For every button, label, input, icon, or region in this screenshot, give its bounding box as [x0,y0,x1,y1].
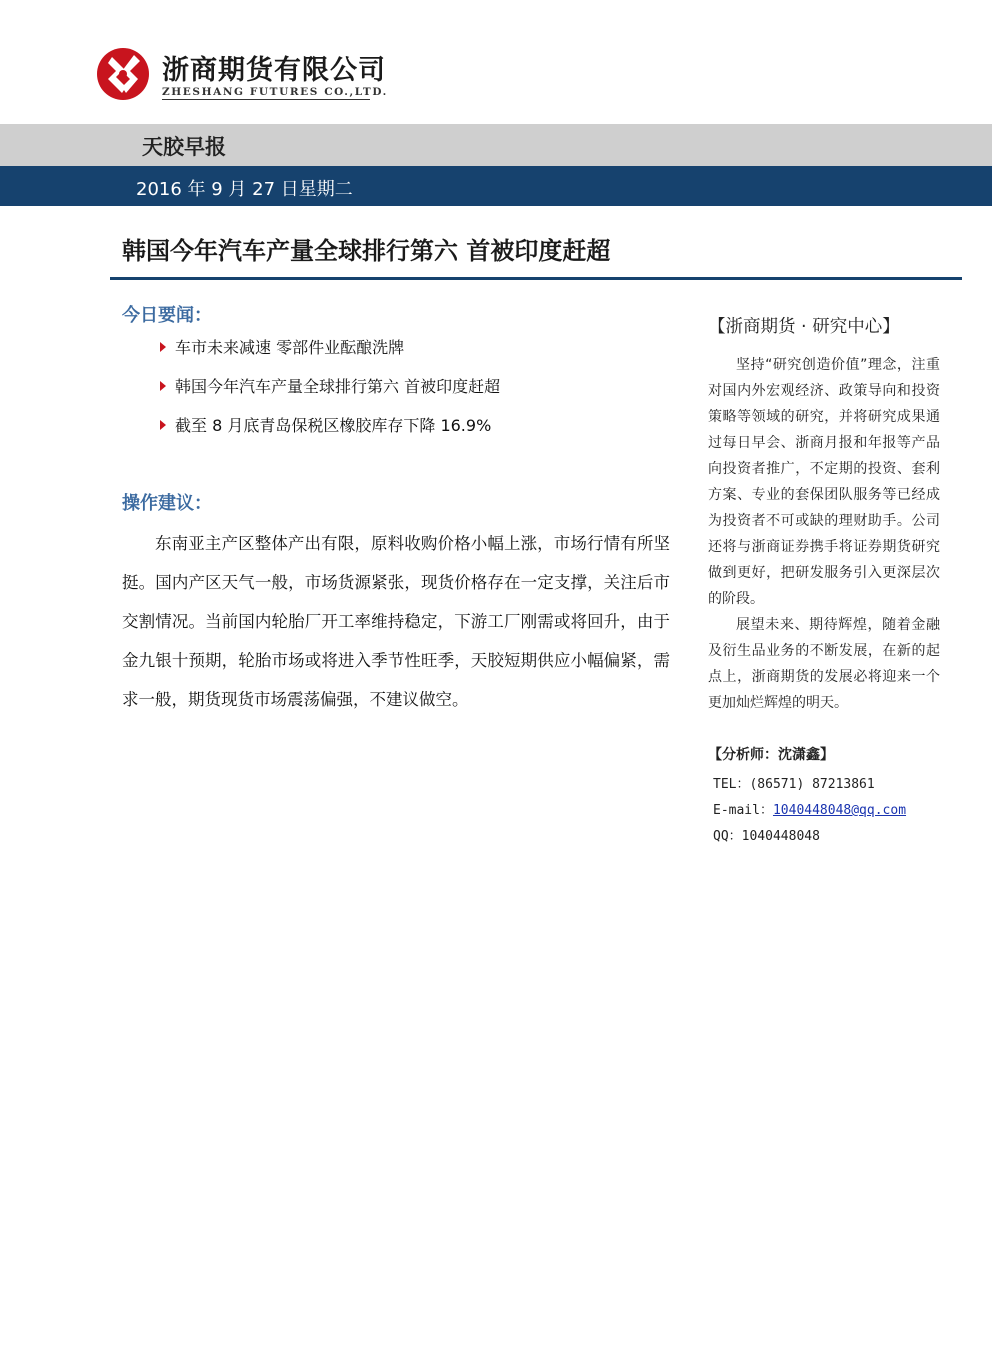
bullet-arrow-icon [160,420,166,430]
analyst-qq [713,825,820,844]
tel-label: TEL： [713,777,750,792]
qq-label: QQ： [713,829,742,844]
report-type: 天胶早报 [142,135,226,159]
analyst-title: 【分析师：沈潇鑫】 [708,747,834,763]
research-center-outlook: 展望未来、期待辉煌，随着金融及衍生品业务的不断发展，在新的起点上，浙商期货的发展必将迎来一个更加灿烂辉煌的明天。 [708,617,940,711]
email-link[interactable]: 1040448048@qq.com [772,803,907,818]
news-item-text: 车市未来减速 零部件业酝酿洗牌 [175,338,405,357]
company-underline [162,99,370,100]
company-name-cn: 浙商期货有限公司 [162,55,386,86]
analyst-email [713,799,906,818]
news-item [160,413,491,436]
company-name-en: ZHESHANG FUTURES CO.,LTD. [162,86,388,98]
headline-divider [110,277,962,280]
news-item-text: 截至 8 月底青岛保税区橡胶库存下降 16.9% [175,416,492,435]
advice-section-title: 操作建议： [122,493,212,514]
advice-paragraph: 东南亚主产区整体产出有限，原料收购价格小幅上涨，市场行情有所坚挺。国内产区天气一般，市场货源紧张，现货价格存在一定支撑，关注后市交割情况。当前国内轮胎厂开工率维持稳定，下游工厂刚需或将回升，由于金九银十预期，轮胎市场或将进入季节性旺季，天胶短期供应小幅偏紧，需求一般，期货现货市场震荡偏强，不建议做空。 [122,534,670,709]
analyst-tel [713,773,875,792]
page-headline: 韩国今年汽车产量全球排行第六 首被印度赶超 [122,237,611,265]
bullet-arrow-icon [160,381,166,391]
qq-value: 1040448048 [741,829,820,844]
report-date: 2016 年 9 月 27 日星期二 [136,179,353,200]
news-section-title: 今日要闻： [122,305,212,326]
news-item-text: 韩国今年汽车产量全球排行第六 首被印度赶超 [175,377,501,396]
news-item [160,335,404,358]
zheshang-logo-icon [96,47,150,101]
bullet-arrow-icon [160,342,166,352]
tel-value: (86571) 87213861 [749,777,875,792]
email-label: E-mail： [713,803,773,818]
news-item [160,374,500,397]
research-center-intro: 坚持“研究创造价值”理念，注重对国内外宏观经济、政策导向和投资策略等领域的研究，并将研究成果通过每日早会、浙商月报和年报等产品向投资者推广，不定期的投资、套利方案、专业的套保团队服务等已经成为投资者不可或缺的理财助手。公司还将与浙商证券携手将证券期货研究做到更好，把研发服务引入更深层次的阶段。 [708,357,940,607]
research-center-title: 【浙商期货 · 研究中心】 [708,317,900,337]
